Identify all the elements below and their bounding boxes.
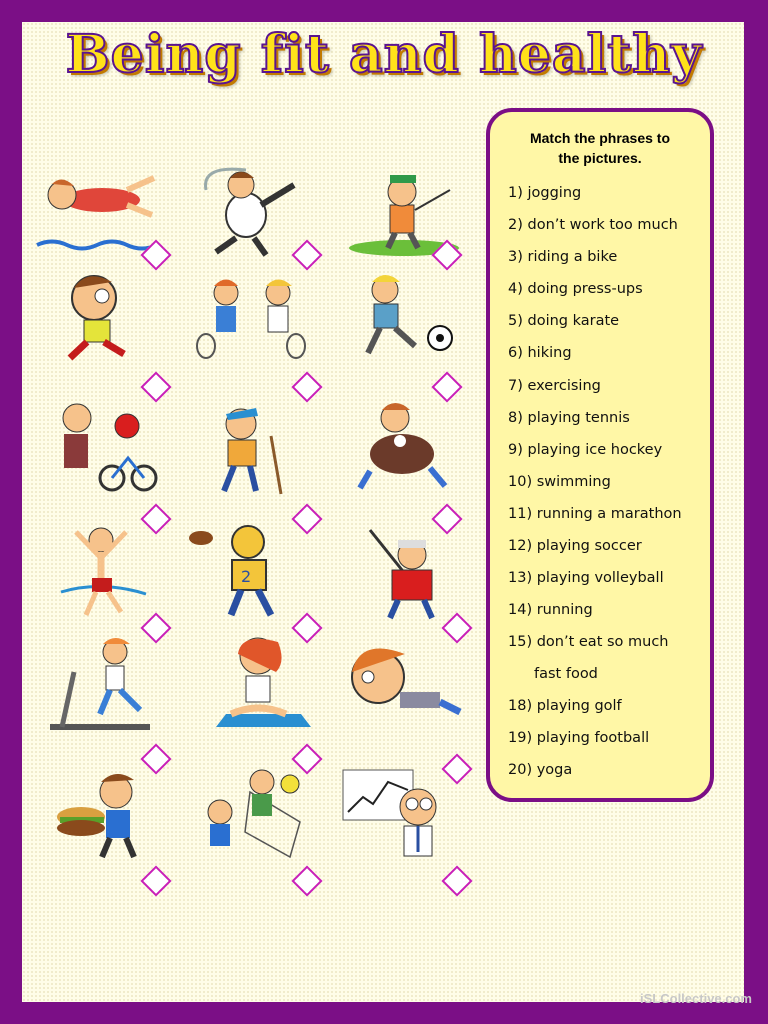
phrase-item: 7) exercising (508, 378, 601, 394)
picture-ice-hockey (340, 520, 468, 620)
phrase-item: 20) yoga (508, 762, 573, 778)
picture-american-football (186, 520, 314, 620)
phrase-item-continued: fast food (534, 666, 598, 682)
phrase-item: 3) riding a bike (508, 249, 618, 265)
phrase-item: 5) doing karate (508, 313, 620, 329)
picture-swimming (32, 160, 160, 260)
phrase-item: 14) running (508, 602, 593, 618)
picture-volleyball (190, 762, 318, 862)
phrase-item: 10) swimming (508, 474, 611, 490)
picture-exercising-treadmill (40, 632, 168, 732)
picture-fast-food (46, 762, 174, 862)
phrase-item: 9) playing ice hockey (508, 442, 663, 458)
phrase-item: 13) playing volleyball (508, 570, 664, 586)
picture-karate (186, 160, 314, 260)
phrase-item: 19) playing football (508, 730, 650, 746)
phrase-item: 11) running a marathon (508, 506, 682, 522)
phrase-item: 12) playing soccer (508, 538, 642, 554)
picture-yoga (196, 632, 324, 732)
picture-riding-a-bike (32, 396, 160, 496)
instruction-line-2: the pictures. (558, 150, 642, 166)
site-credit: iSLCollective.com (640, 991, 752, 1006)
phrase-item: 4) doing press-ups (508, 281, 643, 297)
phrase-item: 8) playing tennis (508, 410, 630, 426)
phrase-item: 18) playing golf (508, 698, 622, 714)
worksheet-title: Being fit and healthy (65, 24, 703, 85)
picture-running-a-marathon (56, 520, 184, 620)
picture-tennis (186, 268, 314, 368)
picture-hiking (186, 396, 314, 496)
picture-soccer (340, 268, 468, 368)
instruction (490, 128, 710, 168)
instruction-line-1: Match the phrases to (529, 130, 671, 146)
phrases-panel (486, 108, 714, 802)
phrase-item: 6) hiking (508, 345, 572, 361)
picture-running (32, 268, 160, 368)
picture-dont-work-too-much (338, 762, 466, 862)
phrase-item: 1) jogging (508, 185, 582, 201)
picture-playing-football-tackle (340, 396, 468, 496)
phrase-item: 15) don’t eat so much (508, 634, 669, 650)
phrase-item: 2) don’t work too much (508, 217, 678, 233)
svg-text:2: 2 (241, 567, 252, 586)
picture-doing-press-ups (340, 632, 468, 732)
